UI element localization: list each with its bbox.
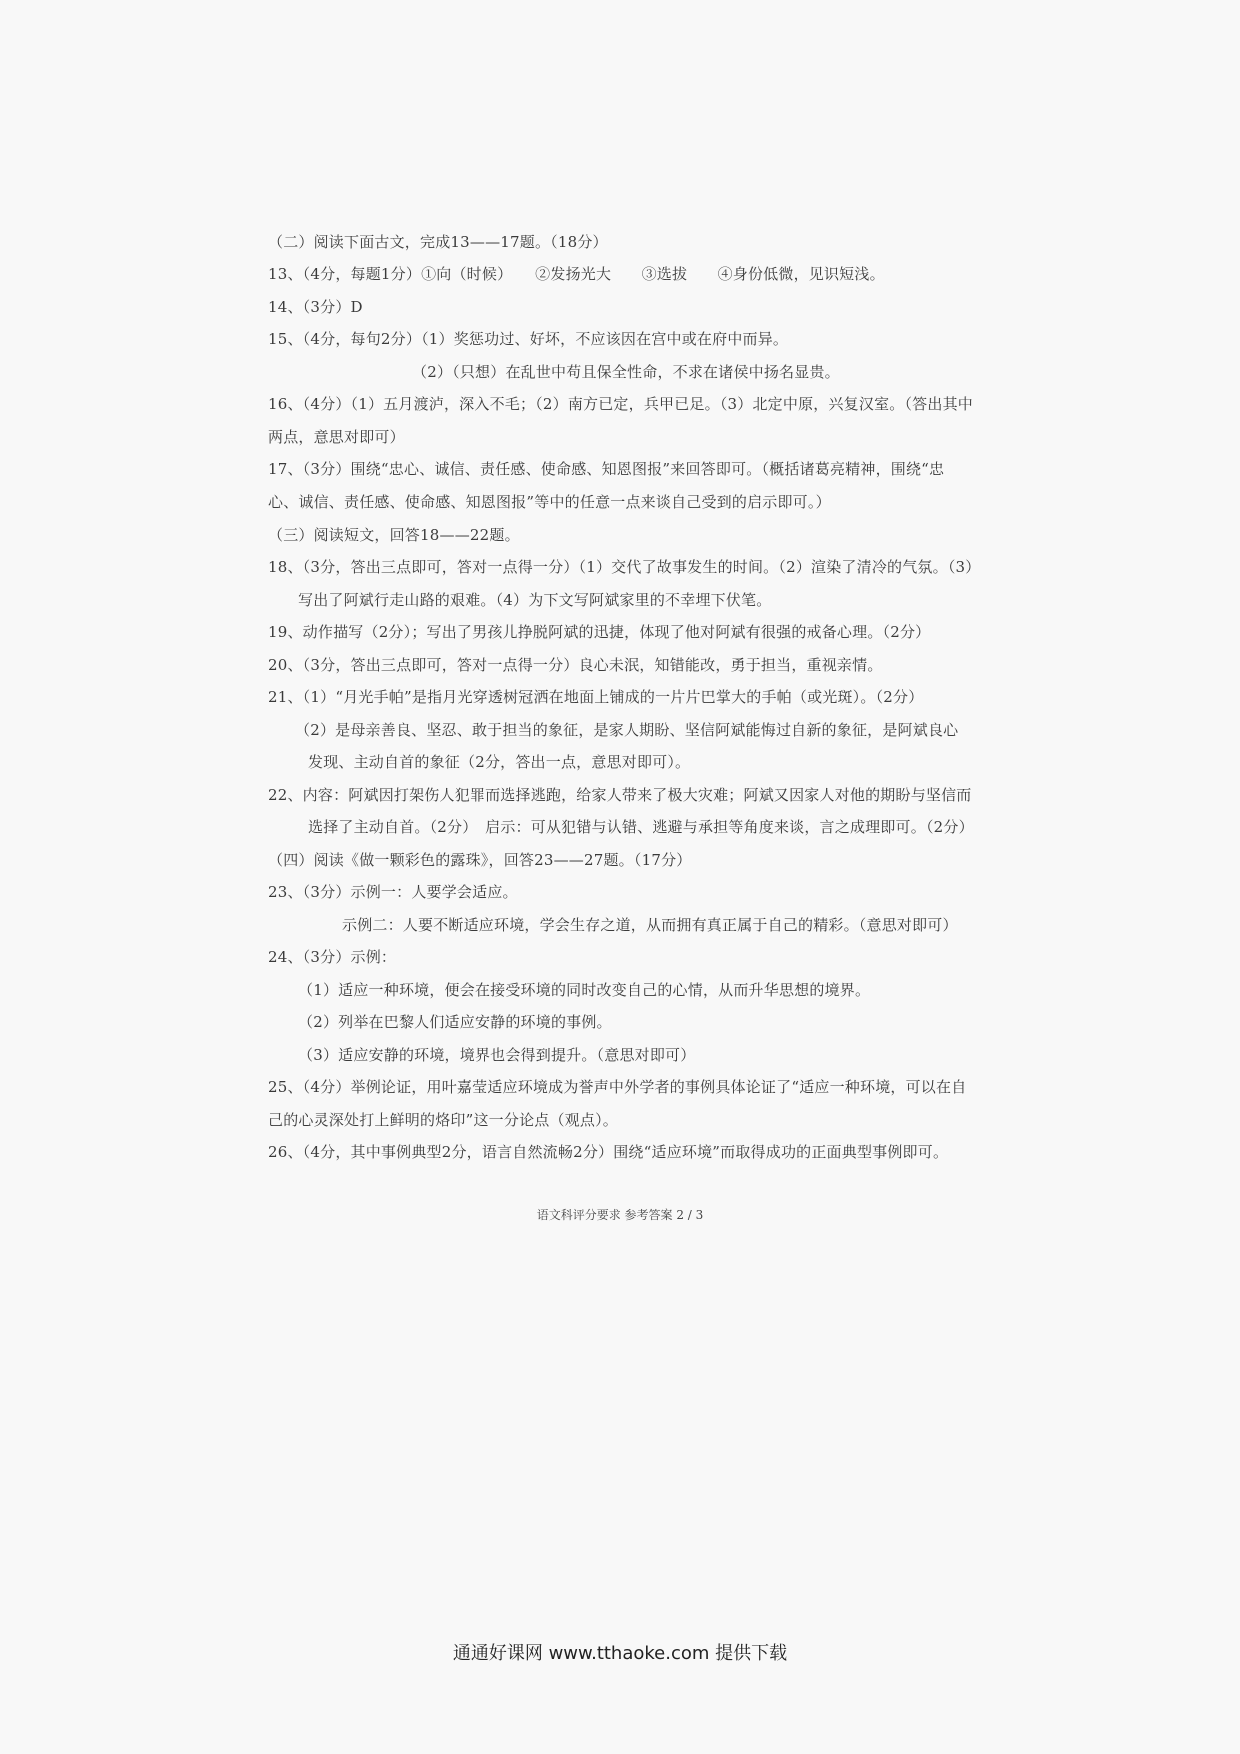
page-footer: 语文科评分要求 参考答案 2 / 3 <box>536 1208 704 1222</box>
text-line: 13、（4分，每题1分）①向（时候） ②发扬光大 ③选拔 ④身份低微，见识短浅。 <box>268 265 885 283</box>
section-heading: （三）阅读短文，回答18——22题。 <box>268 526 520 544</box>
text-line: 心、诚信、责任感、使命感、知恩图报”等中的任意一点来谈自己受到的启示即可。） <box>268 493 831 511</box>
text-line: （1）适应一种环境，便会在接受环境的同时改变自己的心情，从而升华思想的境界。 <box>298 981 871 999</box>
section-heading: （四）阅读《做一颗彩色的露珠》，回答23——27题。（17分） <box>268 851 692 869</box>
text-line: （2）列举在巴黎人们适应安静的环境的事例。 <box>298 1013 612 1031</box>
text-line: 选择了主动自首。（2分） 启示：可从犯错与认错、逃避与承担等角度来谈，言之成理即可。（2分） <box>308 818 974 836</box>
download-credit: 通通好课网 www.tthaoke.com 提供下载 <box>452 1643 788 1664</box>
text-line: 18、（3分，答出三点即可，答对一点得一分）（1）交代了故事发生的时间。（2）渲染了清冷的气氛。（3） <box>268 558 981 576</box>
text-line: 己的心灵深处打上鲜明的烙印”这一分论点（观点）。 <box>268 1111 618 1129</box>
text-line: 24、（3分）示例： <box>268 948 397 966</box>
text-line: （二）阅读下面古文，完成13——17题。（18分） <box>268 233 608 251</box>
text-line: 25、（4分）举例论证，用叶嘉莹适应环境成为誉声中外学者的事例具体论证了“适应一种环境，可以在自 <box>268 1078 967 1096</box>
text-line: 16、（4分）（1）五月渡泸，深入不毛；（2）南方已定，兵甲已足。（3）北定中原，兴复汉室。（答出其中 <box>268 395 973 413</box>
text-line: （3）适应安静的环境，境界也会得到提升。（意思对即可） <box>298 1046 696 1064</box>
text-line: （2）是母亲善良、坚忍、敢于担当的象征，是家人期盼、坚信阿斌能悔过自新的象征，是阿斌良心 <box>295 721 959 739</box>
text-line: 23、（3分）示例一：人要学会适应。 <box>268 883 518 901</box>
text-line: 19、动作描写（2分）；写出了男孩儿挣脱阿斌的迅捷，体现了他对阿斌有很强的戒备心理。（2分） <box>268 623 931 641</box>
text-line: 26、（4分，其中事例典型2分，语言自然流畅2分）围绕“适应环境”而取得成功的正面典型事例即可。 <box>268 1143 949 1161</box>
text-line: 示例二：人要不断适应环境，学会生存之道，从而拥有真正属于自己的精彩。（意思对即可） <box>342 916 958 934</box>
text-line: 20、（3分，答出三点即可，答对一点得一分）良心未泯，知错能改，勇于担当，重视亲情。 <box>268 656 883 674</box>
text-line: 发现、主动自首的象征（2分，答出一点，意思对即可）。 <box>308 753 691 771</box>
text-line: 22、内容：阿斌因打架伤人犯罪而选择逃跑，给家人带来了极大灾难；阿斌又因家人对他的期盼与坚信而 <box>268 786 972 804</box>
text-line: 17、（3分）围绕“忠心、诚信、责任感、使命感、知恩图报”来回答即可。（概括诸葛亮精神，围绕“忠 <box>268 460 945 478</box>
text-line: 14、（3分）D <box>268 298 363 316</box>
text-line: 写出了阿斌行走山路的艰难。（4）为下文写阿斌家里的不幸埋下伏笔。 <box>298 591 772 609</box>
text-line: （2）（只想）在乱世中苟且保全性命，不求在诸侯中扬名显贵。 <box>412 363 840 381</box>
text-line: 15、（4分，每句2分）（1）奖惩功过、好坏，不应该因在宫中或在府中而异。 <box>268 330 789 348</box>
text-line: 两点，意思对即可） <box>268 428 405 446</box>
text-line: 21、（1）“月光手帕”是指月光穿透树冠洒在地面上铺成的一片片巴掌大的手帕（或光斑）。（2分） <box>268 688 924 706</box>
